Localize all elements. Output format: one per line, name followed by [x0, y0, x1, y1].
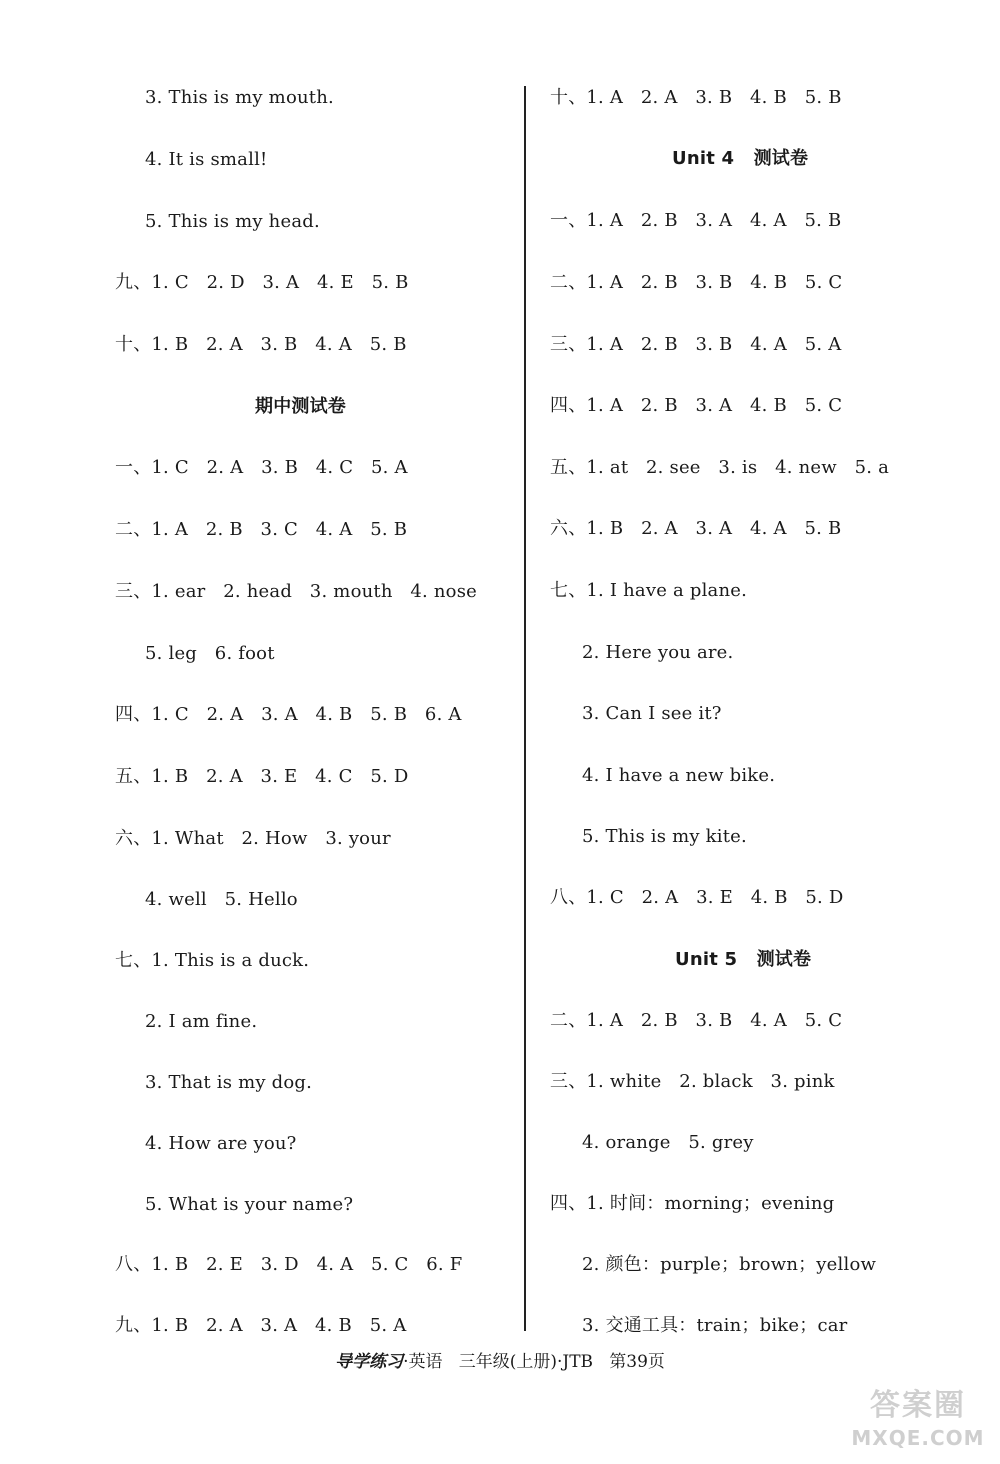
answer-line: 3. That is my dog.: [145, 1072, 313, 1093]
answer-line: 3. This is my mouth.: [145, 87, 334, 108]
answer-line: 四、1. 时间：morning；evening: [550, 1193, 835, 1214]
answer-line: 5. What is your name?: [145, 1194, 354, 1215]
answer-line: 2. I am fine.: [145, 1011, 258, 1032]
answer-line: 七、1. I have a plane.: [550, 580, 748, 601]
answer-line: 五、1. B 2. A 3. E 4. C 5. D: [115, 766, 409, 787]
answer-line: 六、1. B 2. A 3. A 4. A 5. B: [550, 518, 842, 539]
answer-line: 九、1. C 2. D 3. A 4. E 5. B: [115, 272, 409, 293]
answer-line: 4. orange 5. grey: [582, 1132, 754, 1153]
answer-line: 五、1. at 2. see 3. is 4. new 5. a: [550, 457, 890, 478]
answer-line: 一、1. A 2. B 3. A 4. A 5. B: [550, 210, 842, 231]
answer-line: 三、1. ear 2. head 3. mouth 4. nose: [115, 581, 478, 602]
footer-info: ·英语 三年级(上册)·JTB 第39页: [403, 1352, 665, 1372]
section-heading: Unit 5 测试卷: [675, 949, 812, 970]
answer-line: 三、1. white 2. black 3. pink: [550, 1071, 835, 1092]
answer-line: 4. It is small!: [145, 149, 268, 170]
answer-line: 十、1. A 2. A 3. B 4. B 5. B: [550, 87, 842, 108]
answer-line: 八、1. C 2. A 3. E 4. B 5. D: [550, 887, 844, 908]
answer-line: 四、1. A 2. B 3. A 4. B 5. C: [550, 395, 843, 416]
answer-line: 八、1. B 2. E 3. D 4. A 5. C 6. F: [115, 1254, 463, 1275]
answer-line: 十、1. B 2. A 3. B 4. A 5. B: [115, 334, 407, 355]
watermark-bottom: MXQE.COM: [851, 1426, 985, 1450]
answer-line: 3. Can I see it?: [582, 703, 722, 724]
answer-line: 4. How are you?: [145, 1133, 297, 1154]
answer-line: 2. Here you are.: [582, 642, 734, 663]
answer-line: 六、1. What 2. How 3. your: [115, 828, 391, 849]
footer-brand: 导学练习: [335, 1352, 404, 1372]
answer-line: 5. This is my head.: [145, 211, 320, 232]
section-heading: Unit 4 测试卷: [672, 148, 809, 169]
watermark-logo: [848, 1386, 988, 1456]
answer-line: 九、1. B 2. A 3. A 4. B 5. A: [115, 1315, 407, 1336]
watermark-top: 答案圈: [870, 1388, 966, 1423]
answer-line: 二、1. A 2. B 3. C 4. A 5. B: [115, 519, 408, 540]
answer-line: 5. leg 6. foot: [145, 643, 275, 664]
answer-line: 三、1. A 2. B 3. B 4. A 5. A: [550, 334, 842, 355]
answer-line: 一、1. C 2. A 3. B 4. C 5. A: [115, 457, 408, 478]
answer-line: 七、1. This is a duck.: [115, 950, 310, 971]
answer-line: 2. 颜色：purple；brown；yellow: [582, 1254, 877, 1275]
answer-line: 二、1. A 2. B 3. B 4. A 5. C: [550, 1010, 843, 1031]
answer-line: 4. I have a new bike.: [582, 765, 776, 786]
answer-line: 四、1. C 2. A 3. A 4. B 5. B 6. A: [115, 704, 462, 725]
answer-line: 二、1. A 2. B 3. B 4. B 5. C: [550, 272, 843, 293]
column-divider: [524, 86, 526, 1331]
section-heading: 期中测试卷: [255, 396, 346, 417]
answer-line: 3. 交通工具：train；bike；car: [582, 1315, 848, 1336]
answer-line: 4. well 5. Hello: [145, 889, 298, 910]
page-footer: [0, 1350, 1000, 1374]
answer-line: 5. This is my kite.: [582, 826, 747, 847]
